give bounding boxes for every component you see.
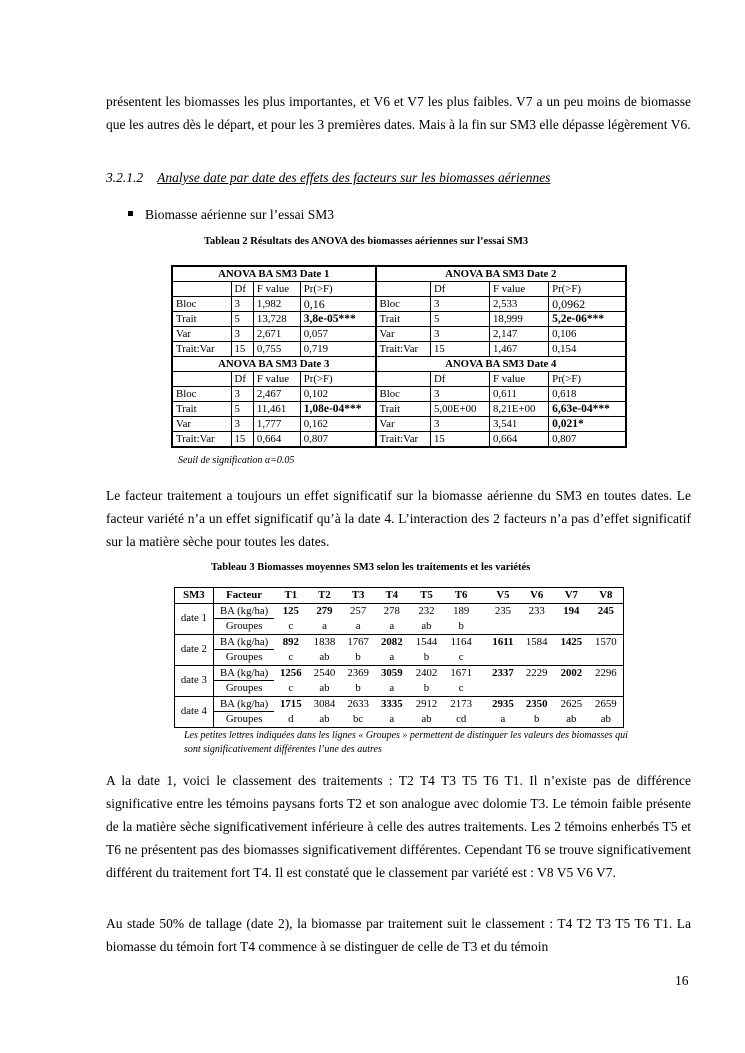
section-number: 3.2.1.2: [106, 170, 144, 185]
bullet-text: Biomasse aérienne sur l’essai SM3: [145, 207, 334, 222]
anova-pvalue: 0,106: [549, 327, 626, 342]
biomass-value: 257: [350, 604, 367, 617]
anova-col-header: Pr(>F): [549, 372, 626, 387]
anova-header-blank: [376, 282, 431, 297]
anova-df: 3: [231, 417, 253, 432]
biomass-row: [175, 634, 624, 650]
groups-row: [175, 712, 624, 728]
anova-pvalue: 0,102: [300, 387, 375, 402]
anova-df: 15: [231, 432, 253, 448]
anova-header-blank: [172, 282, 231, 297]
biomass-value: 2173: [450, 697, 472, 710]
biomass-value: 2633: [347, 697, 369, 710]
square-bullet-icon: [128, 211, 133, 216]
anova-title: ANOVA BA SM3 Date 1: [172, 266, 376, 282]
group-letter: c: [444, 650, 479, 666]
groups-row: [175, 650, 624, 666]
anova-df: 3: [231, 387, 253, 402]
anova-factor: Trait:Var: [376, 432, 431, 448]
group-letter: b: [342, 681, 375, 697]
group-letter: [554, 619, 589, 635]
anova-col-header: Pr(>F): [300, 282, 375, 297]
anova-factor: Trait:Var: [172, 342, 231, 357]
anova-df: 3: [231, 327, 253, 342]
anova-factor: Trait: [376, 312, 431, 327]
biomass-value: 1164: [450, 635, 472, 648]
anova-factor: Trait: [172, 402, 231, 417]
factor-label: Groupes: [213, 619, 274, 635]
biomass-value: 1256: [280, 666, 302, 679]
anova-title: ANOVA BA SM3 Date 3: [172, 357, 376, 372]
group-letter: a: [374, 712, 409, 728]
biomass-value: 233: [528, 604, 545, 617]
anova-df: 15: [431, 342, 490, 357]
anova-df: 5: [431, 312, 490, 327]
anova-col-header: F value: [253, 282, 300, 297]
anova-title: ANOVA BA SM3 Date 4: [376, 357, 626, 372]
group-letter: a: [374, 619, 409, 635]
anova-pvalue: 0,807: [549, 432, 626, 448]
date-label: date 2: [175, 634, 214, 665]
group-letter: a: [307, 619, 342, 635]
anova-header-blank: [172, 372, 231, 387]
biomass-value: 245: [597, 604, 614, 617]
anova-pvalue: 0,0962: [549, 297, 626, 312]
biomass-value: 3084: [313, 697, 336, 710]
group-letter: [589, 681, 624, 697]
group-letter: c: [274, 650, 307, 666]
anova-df: 5: [231, 402, 253, 417]
biomass-value: 2350: [525, 697, 548, 710]
anova-row: [172, 327, 626, 342]
paragraph-date2: Au stade 50% de tallage (date 2), la biomasse par traitement suit le classement : T4 T2 T3 T5 T6 T1. La biomasse du témoin fort T4 commence à se distinguer de celle de T3 et du témoin: [106, 916, 691, 954]
group-letter: [554, 650, 589, 666]
anova-header-row: [172, 282, 626, 297]
biomass-col-header: V8: [589, 588, 624, 604]
factor-label: BA (kg/ha): [213, 665, 274, 681]
group-letter: [479, 650, 520, 666]
biomass-value: 1715: [280, 697, 302, 710]
anova-col-header: Df: [231, 282, 253, 297]
biomass-row: [175, 603, 624, 619]
anova-fvalue: 2,533: [490, 297, 549, 312]
group-letter: d: [274, 712, 307, 728]
anova-col-header: Pr(>F): [549, 282, 626, 297]
biomass-value: 3335: [381, 697, 403, 710]
anova-title: ANOVA BA SM3 Date 2: [376, 266, 626, 282]
date-label: date 1: [175, 603, 214, 634]
anova-factor: Bloc: [376, 387, 431, 402]
anova-col-header: Df: [231, 372, 253, 387]
page-number: 16: [675, 973, 689, 988]
group-letter: b: [444, 619, 479, 635]
group-letter: c: [274, 681, 307, 697]
biomass-col-header: T6: [444, 588, 479, 604]
factor-label: BA (kg/ha): [213, 634, 274, 650]
group-letter: [479, 619, 520, 635]
section-heading: [106, 170, 550, 186]
biomass-row: [175, 665, 624, 681]
anova-pvalue: 0,618: [549, 387, 626, 402]
anova-fvalue: 0,755: [253, 342, 300, 357]
biomass-col-header: T4: [374, 588, 409, 604]
biomass-value: 1838: [313, 635, 336, 648]
anova-col-header: F value: [490, 282, 549, 297]
group-letter: a: [374, 681, 409, 697]
biomass-value: 2337: [492, 666, 514, 679]
biomass-table: [174, 587, 624, 728]
group-letter: c: [274, 619, 307, 635]
anova-fvalue: 0,664: [490, 432, 549, 448]
group-letter: b: [342, 650, 375, 666]
section-title: Analyse date par date des effets des facteurs sur les biomasses aériennes: [157, 170, 551, 185]
anova-factor: Trait:Var: [172, 432, 231, 448]
anova-factor: Var: [172, 327, 231, 342]
table3-note: Les petites lettres indiquées dans les lignes « Groupes » permettent de distinguer les valeurs des biomasses qui sont significativement différentes l’une des autres: [184, 730, 628, 755]
anova-fvalue: 13,728: [253, 312, 300, 327]
anova-df: 3: [431, 417, 490, 432]
anova-fvalue: 11,461: [253, 402, 300, 417]
anova-df: 5: [231, 312, 253, 327]
anova-fvalue: 0,664: [253, 432, 300, 448]
biomass-col-header: V5: [479, 588, 520, 604]
anova-fvalue: 1,777: [253, 417, 300, 432]
biomass-value: 1767: [347, 635, 369, 648]
anova-col-header: Df: [431, 372, 490, 387]
anova-row: [172, 432, 626, 448]
biomass-value: 279: [316, 604, 333, 617]
anova-col-header: F value: [253, 372, 300, 387]
anova-row: [172, 297, 626, 312]
group-letter: b: [519, 712, 554, 728]
anova-title-row: [172, 266, 626, 282]
biomass-value: 2002: [560, 666, 583, 679]
anova-df: 3: [431, 297, 490, 312]
biomass-value: 2659: [595, 697, 617, 710]
anova-row: [172, 417, 626, 432]
group-letter: cd: [444, 712, 479, 728]
biomass-value: 2625: [560, 697, 583, 710]
anova-pvalue: 0,162: [300, 417, 375, 432]
biomass-col-header: T1: [274, 588, 307, 604]
group-letter: a: [342, 619, 375, 635]
anova-pvalue: 0,154: [549, 342, 626, 357]
biomass-row: [175, 696, 624, 712]
anova-pvalue: 1,08e-04***: [300, 402, 375, 417]
group-letter: b: [409, 650, 444, 666]
anova-fvalue: 1,467: [490, 342, 549, 357]
biomass-value: 2402: [415, 666, 438, 679]
anova-pvalue: 0,719: [300, 342, 375, 357]
group-letter: [519, 650, 554, 666]
groups-row: [175, 681, 624, 697]
group-letter: [589, 650, 624, 666]
anova-pvalue: 0,057: [300, 327, 375, 342]
anova-factor: Var: [376, 327, 431, 342]
anova-fvalue: 18,999: [490, 312, 549, 327]
biomass-value: 232: [418, 604, 435, 617]
date-label: date 4: [175, 696, 214, 727]
table2-caption: Tableau 2 Résultats des ANOVA des biomasses aériennes sur l’essai SM3: [204, 236, 529, 247]
biomass-value: 189: [453, 604, 470, 617]
group-letter: [519, 619, 554, 635]
anova-df: 5,00E+00: [431, 402, 490, 417]
anova-row: [172, 387, 626, 402]
anova-factor: Bloc: [172, 297, 231, 312]
anova-fvalue: 1,982: [253, 297, 300, 312]
group-letter: ab: [589, 712, 624, 728]
anova-factor: Trait: [172, 312, 231, 327]
anova-pvalue: 0,021*: [549, 417, 626, 432]
table3-caption: Tableau 3 Biomasses moyennes SM3 selon les traitements et les variétés: [211, 562, 531, 573]
group-letter: ab: [307, 650, 342, 666]
factor-label: BA (kg/ha): [213, 603, 274, 619]
factor-label: BA (kg/ha): [213, 696, 274, 712]
anova-df: 3: [231, 297, 253, 312]
factor-label: Groupes: [213, 650, 274, 666]
anova-col-header: Pr(>F): [300, 372, 375, 387]
anova-row: [172, 402, 626, 417]
paragraph-date1: A la date 1, voici le classement des traitements : T2 T4 T3 T5 T6 T1. Il n’existe pas de différence significative entre les témoins paysans forts T2 et son analogue avec dolomie T3. Le témoin faible présente de la matière sèche significativement inférieure à celle des autres traitements. Les 2 témoins enherbés T5 et T6 ne présentent pas des biomasses significativement différentes. Cependant T6 se trouve significativement différent du traitement fort T4. Il est constaté que le classement par variété est : V8 V5 V6 V7.: [106, 773, 691, 880]
group-letter: bc: [342, 712, 375, 728]
biomass-value: 1570: [595, 635, 617, 648]
anova-df: 15: [231, 342, 253, 357]
anova-col-header: F value: [490, 372, 549, 387]
biomass-value: 2935: [492, 697, 514, 710]
biomass-value: 1611: [492, 635, 514, 648]
paragraph-anova-summary: Le facteur traitement a toujours un effet significatif sur la biomasse aérienne du SM3 en toutes dates. Le facteur variété n’a un effet significatif qu’à la date 4. L’interaction des 2 facteurs n’a pas d’effet significatif sur la matière sèche pour toutes les dates.: [106, 488, 691, 549]
factor-label: Groupes: [213, 681, 274, 697]
biomass-value: 125: [282, 604, 299, 617]
group-letter: [519, 681, 554, 697]
table2-note: Seuil de signification α=0.05: [178, 455, 295, 466]
anova-header-row: [172, 372, 626, 387]
group-letter: [589, 619, 624, 635]
anova-pvalue: 0,16: [300, 297, 375, 312]
biomass-col-header: T3: [342, 588, 375, 604]
anova-header-blank: [376, 372, 431, 387]
anova-factor: Var: [172, 417, 231, 432]
anova-factor: Bloc: [172, 387, 231, 402]
biomass-value: 1544: [415, 635, 438, 648]
anova-fvalue: 2,467: [253, 387, 300, 402]
groups-row: [175, 619, 624, 635]
biomass-col-header: SM3: [175, 588, 214, 604]
biomass-value: 2082: [381, 635, 403, 648]
anova-pvalue: 0,807: [300, 432, 375, 448]
group-letter: ab: [307, 681, 342, 697]
bullet-item: [128, 207, 334, 223]
biomass-value: 2296: [595, 666, 617, 679]
biomass-col-header: V6: [519, 588, 554, 604]
biomass-col-header: T5: [409, 588, 444, 604]
biomass-value: 892: [282, 635, 299, 648]
biomass-col-header: V7: [554, 588, 589, 604]
biomass-col-header: T2: [307, 588, 342, 604]
biomass-value: 235: [494, 604, 512, 617]
anova-row: [172, 342, 626, 357]
biomass-value: 3059: [381, 666, 403, 679]
group-letter: ab: [554, 712, 589, 728]
anova-df: 3: [431, 327, 490, 342]
anova-pvalue: 6,63e-04***: [549, 402, 626, 417]
anova-fvalue: 3,541: [490, 417, 549, 432]
biomass-value: 1584: [525, 635, 548, 648]
group-letter: a: [479, 712, 520, 728]
anova-factor: Var: [376, 417, 431, 432]
biomass-value: 1425: [560, 635, 583, 648]
anova-pvalue: 5,2e-06***: [549, 312, 626, 327]
anova-factor: Trait:Var: [376, 342, 431, 357]
date-label: date 3: [175, 665, 214, 696]
biomass-header-row: [175, 588, 624, 604]
biomass-value: 278: [383, 604, 400, 617]
anova-table: [171, 265, 627, 448]
group-letter: ab: [409, 712, 444, 728]
anova-row: [172, 312, 626, 327]
anova-df: 15: [431, 432, 490, 448]
anova-col-header: Df: [431, 282, 490, 297]
anova-pvalue: 3,8e-05***: [300, 312, 375, 327]
biomass-value: 2912: [415, 697, 438, 710]
anova-title-row: [172, 357, 626, 372]
biomass-value: 2229: [525, 666, 548, 679]
group-letter: ab: [409, 619, 444, 635]
group-letter: b: [409, 681, 444, 697]
biomass-col-header: Facteur: [213, 588, 274, 604]
biomass-value: 2540: [313, 666, 336, 679]
group-letter: c: [444, 681, 479, 697]
biomass-value: 2369: [347, 666, 369, 679]
anova-fvalue: 2,147: [490, 327, 549, 342]
anova-df: 3: [431, 387, 490, 402]
group-letter: [554, 681, 589, 697]
factor-label: Groupes: [213, 712, 274, 728]
group-letter: ab: [307, 712, 342, 728]
paragraph-intro: présentent les biomasses les plus importantes, et V6 et V7 les plus faibles. V7 a un peu moins de biomasse que les autres dès le départ, et pour les 3 premières dates. Mais à la fin sur SM3 elle dépasse légèrement V6.: [106, 94, 691, 132]
biomass-value: 194: [563, 604, 580, 617]
biomass-value: 1671: [450, 666, 472, 679]
group-letter: [479, 681, 520, 697]
anova-fvalue: 2,671: [253, 327, 300, 342]
anova-factor: Trait: [376, 402, 431, 417]
anova-fvalue: 8,21E+00: [490, 402, 549, 417]
anova-factor: Bloc: [376, 297, 431, 312]
group-letter: a: [374, 650, 409, 666]
anova-fvalue: 0,611: [490, 387, 549, 402]
